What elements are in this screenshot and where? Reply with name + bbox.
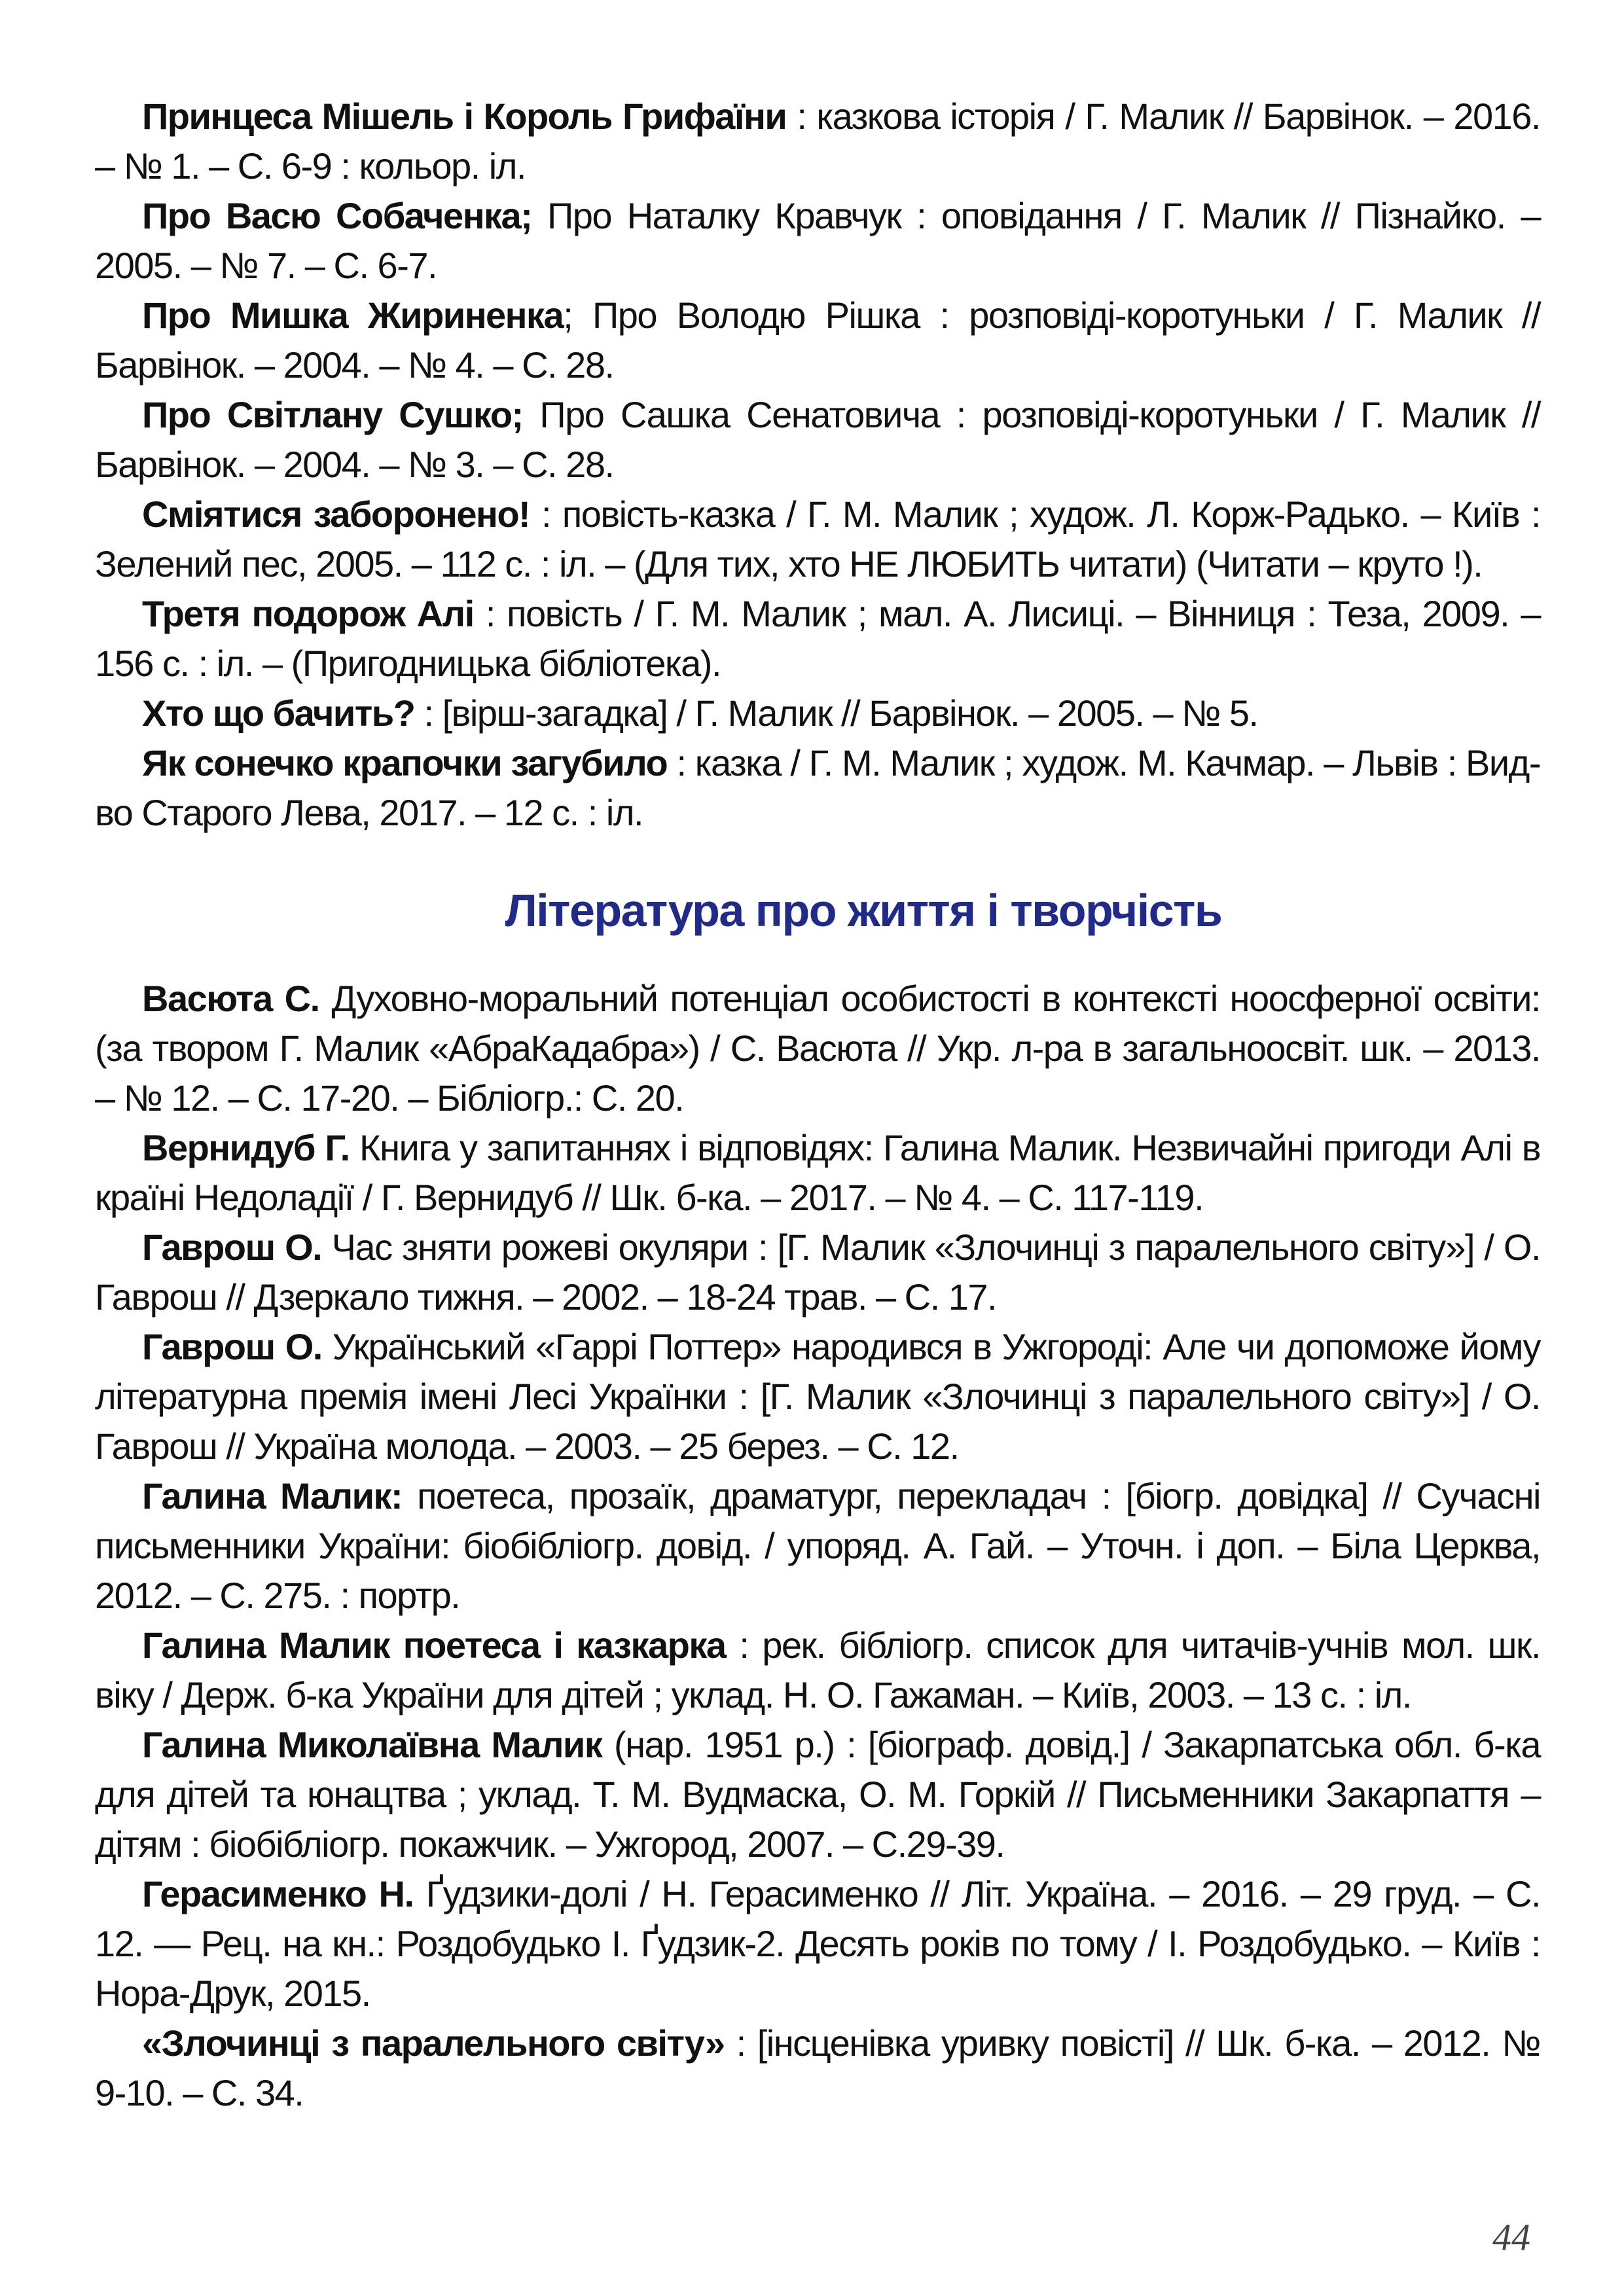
entry-details: Ґудзики-долі / Н. Герасименко // Літ. Україна. – 2016. – 29 груд. – С. 12. — Рец. на кн.: Роздобудько І. Ґудзик-2. Десять років по тому / І. Роздобудько. – Київ : Нора-Друк, 2015. bbox=[95, 1873, 1540, 2014]
entry-details: Книга у запитаннях і відповідях: Галина Малик. Незвичайні пригоди Алі в країні Недоладії / Г. Вернидуб // Шк. б-ка. – 2017. – № 4. – С. 117-119. bbox=[95, 1127, 1540, 1218]
entry-title: Сміятися заборонено! bbox=[142, 493, 530, 535]
entry-title: Вернидуб Г. bbox=[142, 1127, 350, 1168]
page-number: 44 bbox=[1492, 2216, 1530, 2259]
bibliography-entry bbox=[95, 2018, 1540, 2118]
bibliography-entry bbox=[95, 974, 1540, 1123]
entry-title: Як сонечко крапочки загубило bbox=[142, 742, 668, 783]
bibliography-entry bbox=[95, 689, 1540, 738]
bibliography-entry bbox=[95, 191, 1540, 291]
bibliography-entry bbox=[95, 1471, 1540, 1621]
bibliography-entry bbox=[95, 1621, 1540, 1720]
entry-title: Принцеса Мішель і Король Грифаїни bbox=[142, 96, 787, 137]
bibliography-entry bbox=[95, 1123, 1540, 1223]
entry-details: : [інсценівка уривку повісті] // Шк. б-ка. – 2012. № 9-10. – С. 34. bbox=[95, 2022, 1540, 2113]
bibliography-entry bbox=[95, 92, 1540, 191]
entry-title: Про Васю Собаченка; bbox=[142, 195, 532, 236]
bibliography-entry bbox=[95, 291, 1540, 390]
bibliography-entry bbox=[95, 390, 1540, 490]
entry-title: Про Мишка Жириненка bbox=[142, 295, 564, 336]
bibliography-entry bbox=[95, 1223, 1540, 1322]
entry-details: поетеса, прозаїк, драматург, перекладач : [біогр. довідка] // Сучасні письменники України: біобібліогр. довід. / упоряд. А. Гай. – Уточн. і доп. – Біла Церква, 2012. – С. 275. : портр. bbox=[95, 1475, 1540, 1616]
entry-details: : [вірш-загадка] / Г. Малик // Барвінок. – 2005. – № 5. bbox=[414, 692, 1258, 734]
entry-details: Про Сашка Сенатовича : розповіді-коротуньки / Г. Малик // Барвінок. – 2004. – № 3. – С. 28. bbox=[95, 394, 1540, 485]
entry-title: Галина Миколаївна Малик bbox=[142, 1724, 602, 1765]
entry-title: Галина Малик: bbox=[142, 1475, 403, 1516]
entry-title: Третя подорож Алі bbox=[142, 593, 474, 634]
entry-details: Про Наталку Кравчук : оповідання / Г. Малик // Пізнайко. – 2005. – № 7. – С. 6-7. bbox=[95, 195, 1541, 286]
entry-title: Герасименко Н. bbox=[142, 1873, 414, 1914]
entry-details: : повість-казка / Г. М. Малик ; худож. Л. Корж-Радько. – Київ : Зелений пес, 2005. – 112 с. : іл. – (Для тих, хто НЕ ЛЮБИТЬ читати) (Читати – круто !). bbox=[95, 493, 1540, 584]
bibliography-entry bbox=[95, 1869, 1540, 2018]
bibliography-entry bbox=[95, 490, 1540, 589]
bibliography-entry bbox=[95, 1720, 1540, 1869]
entry-title: Хто що бачить? bbox=[142, 692, 415, 734]
bibliography-entry bbox=[95, 738, 1540, 838]
entry-details: Український «Гаррі Поттер» народився в Ужгороді: Але чи допоможе йому літературна премія імені Лесі Українки : [Г. Малик «Злочинці з паралельного світу»] / О. Гаврош // Україна молода. – 2003. – 25 берез. – С. 12. bbox=[95, 1326, 1541, 1467]
entries-bottom bbox=[95, 974, 1540, 2118]
entry-details: Духовно-моральний потенціал особистості в контексті ноосферної освіти: (за твором Г. Малик «АбраКадабра») / С. Васюта // Укр. л-ра в загальноосвіт. шк. – 2013. – № 12. – С. 17-20. – Бібліогр.: С. 20. bbox=[95, 978, 1540, 1119]
bibliography-entry bbox=[95, 589, 1540, 689]
entry-title: Про Світлану Сушко; bbox=[142, 394, 523, 435]
entry-title: «Злочинці з паралельного світу» bbox=[142, 2022, 725, 2064]
entry-details: : казка / Г. М. Малик ; худож. М. Качмар. – Львів : Вид-во Старого Лева, 2017. – 12 с. : іл. bbox=[95, 742, 1540, 833]
entry-details: ; Про Володю Рішка : розповіді-коротуньки / Г. Малик // Барвінок. – 2004. – № 4. – С. 28. bbox=[95, 295, 1541, 386]
section-title: Література про життя і творчість bbox=[505, 885, 1222, 936]
entry-title: Гаврош О. bbox=[142, 1227, 322, 1268]
entry-details: : повість / Г. М. Малик ; мал. А. Лисиці. – Вінниця : Теза, 2009. – 156 с. : іл. – (Пригодницька бібліотека). bbox=[95, 593, 1540, 684]
entry-details: : казкова історія / Г. Малик // Барвінок. – 2016. – № 1. – С. 6-9 : кольор. іл. bbox=[95, 96, 1540, 187]
entries-top bbox=[95, 92, 1540, 838]
entry-title: Васюта С. bbox=[142, 978, 319, 1019]
entry-title: Галина Малик поетеса і казкарка bbox=[142, 1624, 726, 1666]
entry-title: Гаврош О. bbox=[142, 1326, 322, 1367]
document-page bbox=[95, 92, 1540, 2118]
entry-details: : рек. бібліогр. список для читачів-учнів мол. шк. віку / Держ. б-ка України для дітей ; уклад. Н. О. Гажаман. – Київ, 2003. – 13 с. : іл. bbox=[95, 1624, 1540, 1715]
entry-details: (нар. 1951 р.) : [біограф. довід.] / Закарпатська обл. б-ка для дітей та юнацтва ; уклад. Т. М. Вудмаска, О. М. Горкій // Письменники Закарпаття – дітям : біобібліогр. покажчик. – Ужгород, 2007. – С.29-39. bbox=[95, 1724, 1540, 1865]
entry-details: Час зняти рожеві окуляри : [Г. Малик «Злочинці з паралельного світу»] / О. Гаврош // Дзеркало тижня. – 2002. – 18-24 трав. – С. 17. bbox=[95, 1227, 1541, 1318]
bibliography-entry bbox=[95, 1322, 1540, 1471]
